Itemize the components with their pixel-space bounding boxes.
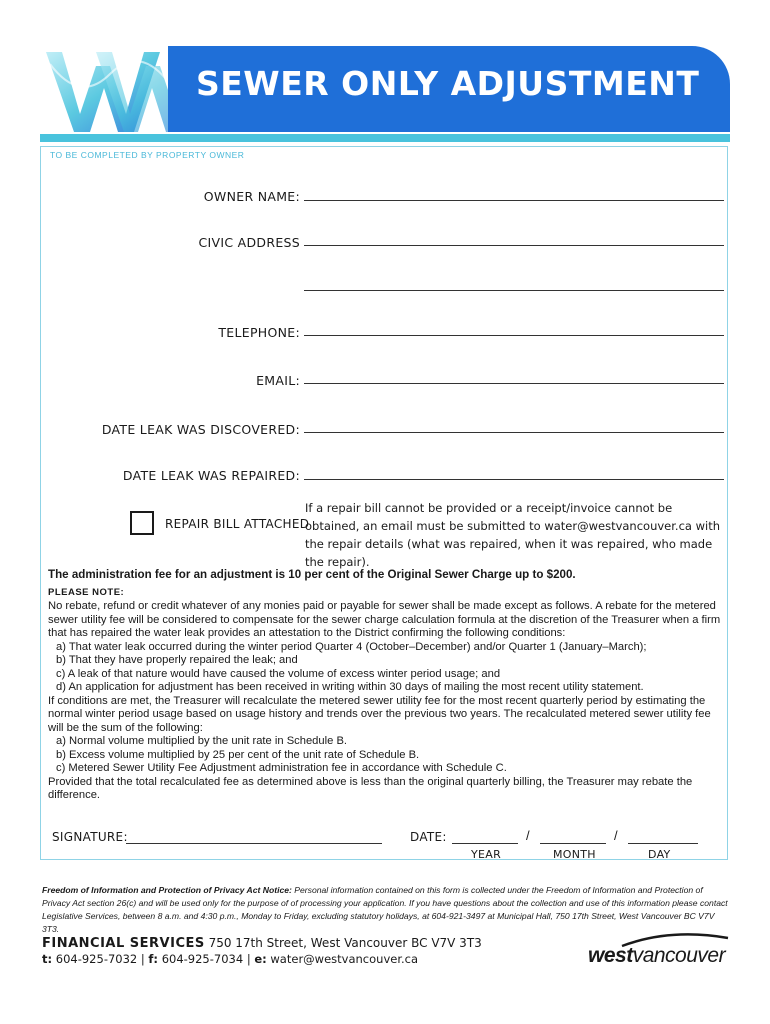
component-item: c) Metered Sewer Utility Fee Adjustment administration fee in accordance with Schedule C. [56,762,507,774]
email-label: EMAIL: [256,373,300,388]
section-label: TO BE COMPLETED BY PROPERTY OWNER [50,150,245,160]
contact-separator: | [246,952,251,966]
rebate-difference-paragraph: Provided that the total recalculated fee as determined above is less than the original quarterly billing, the Treasurer may rebate the difference. [48,775,693,801]
repair-bill-checkbox[interactable] [130,511,154,535]
component-item: a) Normal volume multiplied by the unit rate in Schedule B. [56,735,348,747]
condition-item: d) An application for adjustment has been received in writing within 30 days of mailing the most recent utility statement. [56,681,644,693]
email-link[interactable]: water@westvancouver.ca [270,952,419,966]
rebate-paragraph: No rebate, refund or credit whatever of any monies paid or payable for sewer shall be made except as follows. A rebate for the metered sewer utility fee will be considered to compensate for the sewer charge calculation formula at the discretion of the Treasurer when a firm that has repaired the water leak provides an attestation to the District confirming the following conditions: [48,600,721,639]
condition-item: c) A leak of that nature would have caused the volume of excess winter period usage; and [56,667,501,680]
date-discovered-field[interactable] [304,432,724,433]
brand-vancouver: vancouver [632,944,726,967]
phone-number: 604-925-7032 [55,952,138,966]
department-name: FINANCIAL SERVICES [42,936,205,951]
footer-contact-line [42,952,418,966]
department-address: 750 17th Street, West Vancouver BC V7V 3T3 [208,936,482,950]
date-label: DATE: [410,830,447,844]
date-repaired-label: DATE LEAK WAS REPAIRED: [122,468,300,483]
month-caption: MONTH [553,848,596,861]
west-vancouver-logo [588,944,725,968]
condition-item: a) That water leak occurred during the winter period Quarter 4 (October–December) and/or Quarter 1 (January–March); [56,640,647,653]
telephone-label: TELEPHONE: [218,325,300,340]
condition-item: b) That they have properly repaired the leak; and [56,654,298,666]
brand-west: west [588,944,633,967]
admin-fee-note: The administration fee for an adjustment is 10 per cent of the Original Sewer Charge up to $200. [48,568,576,581]
civic-address-field[interactable] [304,245,724,246]
signature-label: SIGNATURE: [52,830,128,844]
date-year-field[interactable] [452,843,518,844]
please-note-heading: PLEASE NOTE: [48,586,125,598]
repair-bill-note: If a repair bill cannot be provided or a receipt/invoice cannot be obtained, an email must be submitted to water@westvancouver.ca with the repair details (what was repaired, when it was repaired, who made the repair). [305,501,720,569]
fax-number: 604-925-7034 [161,952,244,966]
footer-address-line [42,936,482,951]
phone-label: t: [42,952,53,966]
year-caption: YEAR [471,848,502,861]
foi-text: Personal information contained on this form is collected under the Freedom of Information and Protection of Privacy Act section 26(c) and will be used only for the purpose of of processing your application. If you have questions about the collection and use of this information please contact Legislative Services, between 8 a.m. and 4:30 p.m., Monday to Friday, excluding statutory holidays, at 604-921-3497 at Municipal Hall, 750 17th Street, West Vancouver BC V7V 3T3. [42,885,728,934]
date-discovered-label: DATE LEAK WAS DISCOVERED: [101,422,300,437]
date-separator: / [614,828,618,843]
day-caption: DAY [648,848,671,861]
recalculation-paragraph: If conditions are met, the Treasurer will recalculate the metered sewer utility fee for the most recent quarterly period by estimating the normal winter period usage based on usage history and trends over the previous two years. The recalculated metered sewer utility fee will be the sum of the following: [48,694,711,734]
signature-field[interactable] [126,843,382,844]
owner-name-label: OWNER NAME: [203,189,300,204]
date-month-field[interactable] [540,843,606,844]
notes-section [48,568,728,803]
civic-address-field-line-2[interactable] [304,290,724,291]
email-field[interactable] [304,383,724,384]
email-label: e: [254,952,267,966]
civic-address-label: CIVIC ADDRESS [198,235,300,250]
owner-name-field[interactable] [304,200,724,201]
page-title: SEWER ONLY ADJUSTMENT [196,64,700,103]
repair-bill-label: REPAIR BILL ATTACHED [165,517,310,531]
telephone-field[interactable] [304,335,724,336]
header-accent-strip [40,134,730,142]
foi-title: Freedom of Information and Protection of Privacy Act Notice: [42,885,292,895]
fax-label: f: [148,952,159,966]
foi-notice [42,884,732,936]
component-item: b) Excess volume multiplied by 25 per cent of the unit rate of Schedule B. [56,748,420,761]
date-day-field[interactable] [628,843,698,844]
date-separator: / [526,828,530,843]
date-repaired-field[interactable] [304,479,724,480]
contact-separator: | [140,952,145,966]
